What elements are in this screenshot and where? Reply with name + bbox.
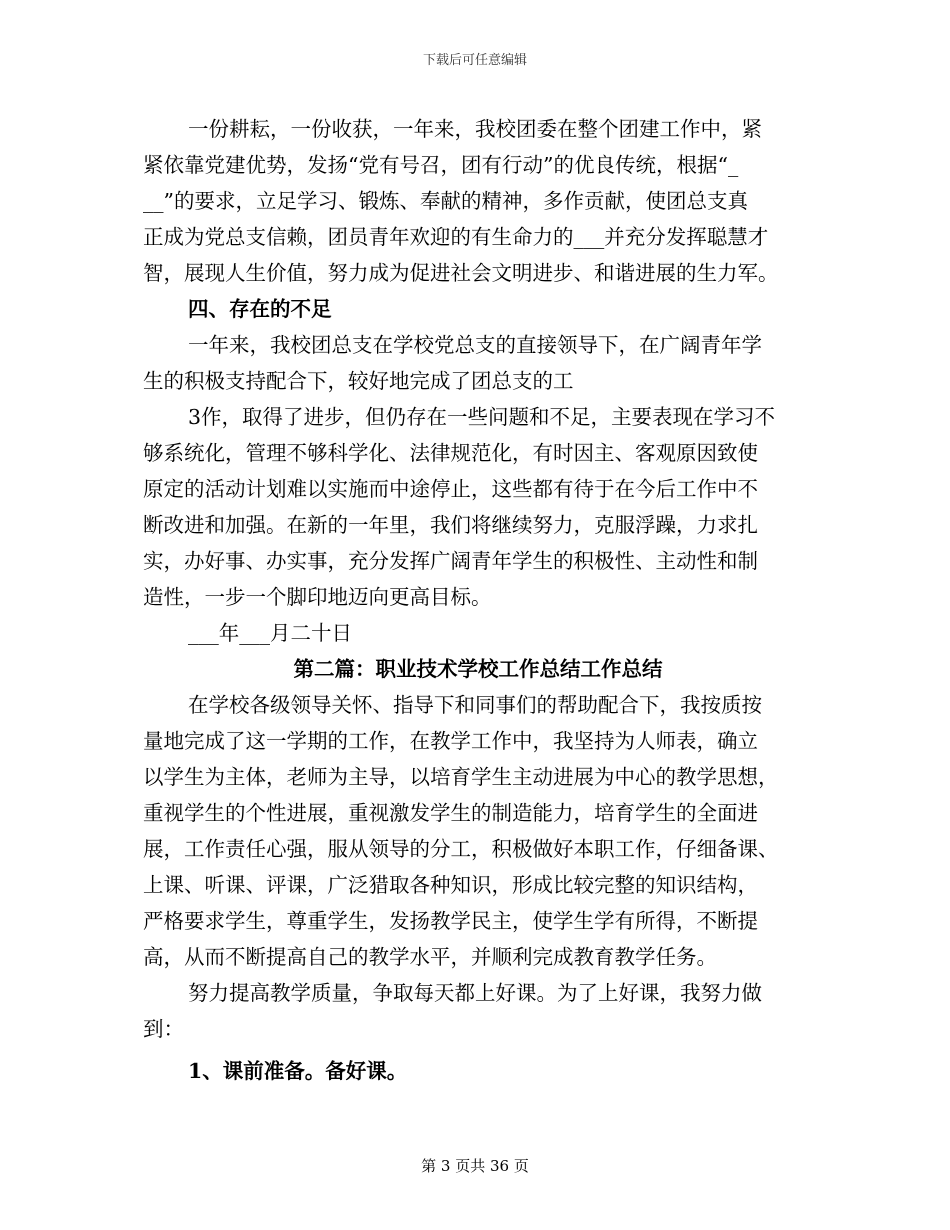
paragraph-line: 高，从而不断提高自己的教学水平，并顺利完成教育教学任务。 (143, 945, 717, 969)
paragraph-line: 够系统化，管理不够科学化、法律规范化，有时因主、客观原因致使 (143, 441, 758, 465)
paragraph-line: 智，展现人生价值，努力成为促进社会文明进步、和谐进展的生力军。 (143, 261, 779, 285)
paragraph-line: 正成为党总支信赖，团员青年欢迎的有生命力的___并充分发挥聪慧才 (143, 225, 769, 249)
paragraph-line: __”的要求，立足学习、锻炼、奉献的精神，多作贡献，使团总支真 (143, 189, 748, 213)
paragraph-line: 断改进和加强。在新的一年里，我们将继续努力，克服浮躁，力求扎 (143, 513, 758, 537)
paragraph-line: 上课、听课、评课，广泛猎取各种知识，形成比较完整的知识结构， (143, 873, 758, 897)
paragraph-line: 一年来，我校团总支在学校党总支的直接领导下，在广阔青年学 (188, 333, 762, 357)
paragraph-line: 量地完成了这一学期的工作，在教学工作中，我坚持为人师表，确立 (143, 729, 758, 753)
paragraph-line: 展，工作责任心强，服从领导的分工，积极做好本职工作，仔细备课、 (143, 837, 779, 861)
paragraph-line: 紧依靠党建优势，发扬“党有号召，团有行动”的优良传统，根据“_ (143, 153, 739, 177)
paragraph-line: 以学生为主体，老师为主导，以培育学生主动进展为中心的教学思想， (143, 765, 779, 789)
page-footer: 第 3 页共 36 页 (421, 1157, 529, 1175)
section-heading: 四、存在的不足 (188, 297, 332, 321)
document-body (143, 111, 813, 1089)
paragraph-line: 努力提高教学质量，争取每天都上好课。为了上好课，我努力做 (188, 981, 762, 1005)
paragraph-line: 严格要求学生，尊重学生，发扬教学民主，使学生学有所得，不断提 (143, 909, 758, 933)
paragraph-line: 到： (143, 1017, 184, 1041)
paragraph-line: 重视学生的个性进展，重视激发学生的制造能力，培育学生的全面进 (143, 801, 758, 825)
paragraph-line: 原定的活动计划难以实施而中途停止，这些都有待于在今后工作中不 (143, 477, 758, 501)
page-header: 下载后可任意编辑 (422, 53, 527, 68)
paragraph-line: 3作，取得了进步，但仍存在一些问题和不足，主要表现在学习不 (188, 405, 776, 429)
paragraph-line: 实，办好事、办实事，充分发挥广阔青年学生的积极性、主动性和制 (143, 549, 758, 573)
paragraph-line: 生的积极支持配合下，较好地完成了团总支的工 (143, 369, 574, 393)
subsection-heading: 1、课前准备。备好课。 (188, 1059, 408, 1083)
paragraph-line: 一份耕耘，一份收获，一年来，我校团委在整个团建工作中，紧 (188, 117, 762, 141)
paragraph-line: 造性，一步一个脚印地迈向更高目标。 (143, 585, 492, 609)
date-line: ___年___月二十日 (188, 621, 352, 645)
paragraph-line: 在学校各级领导关怀、指导下和同事们的帮助配合下，我按质按 (188, 693, 762, 717)
article-title: 第二篇：职业技术学校工作总结工作总结 (293, 657, 663, 681)
